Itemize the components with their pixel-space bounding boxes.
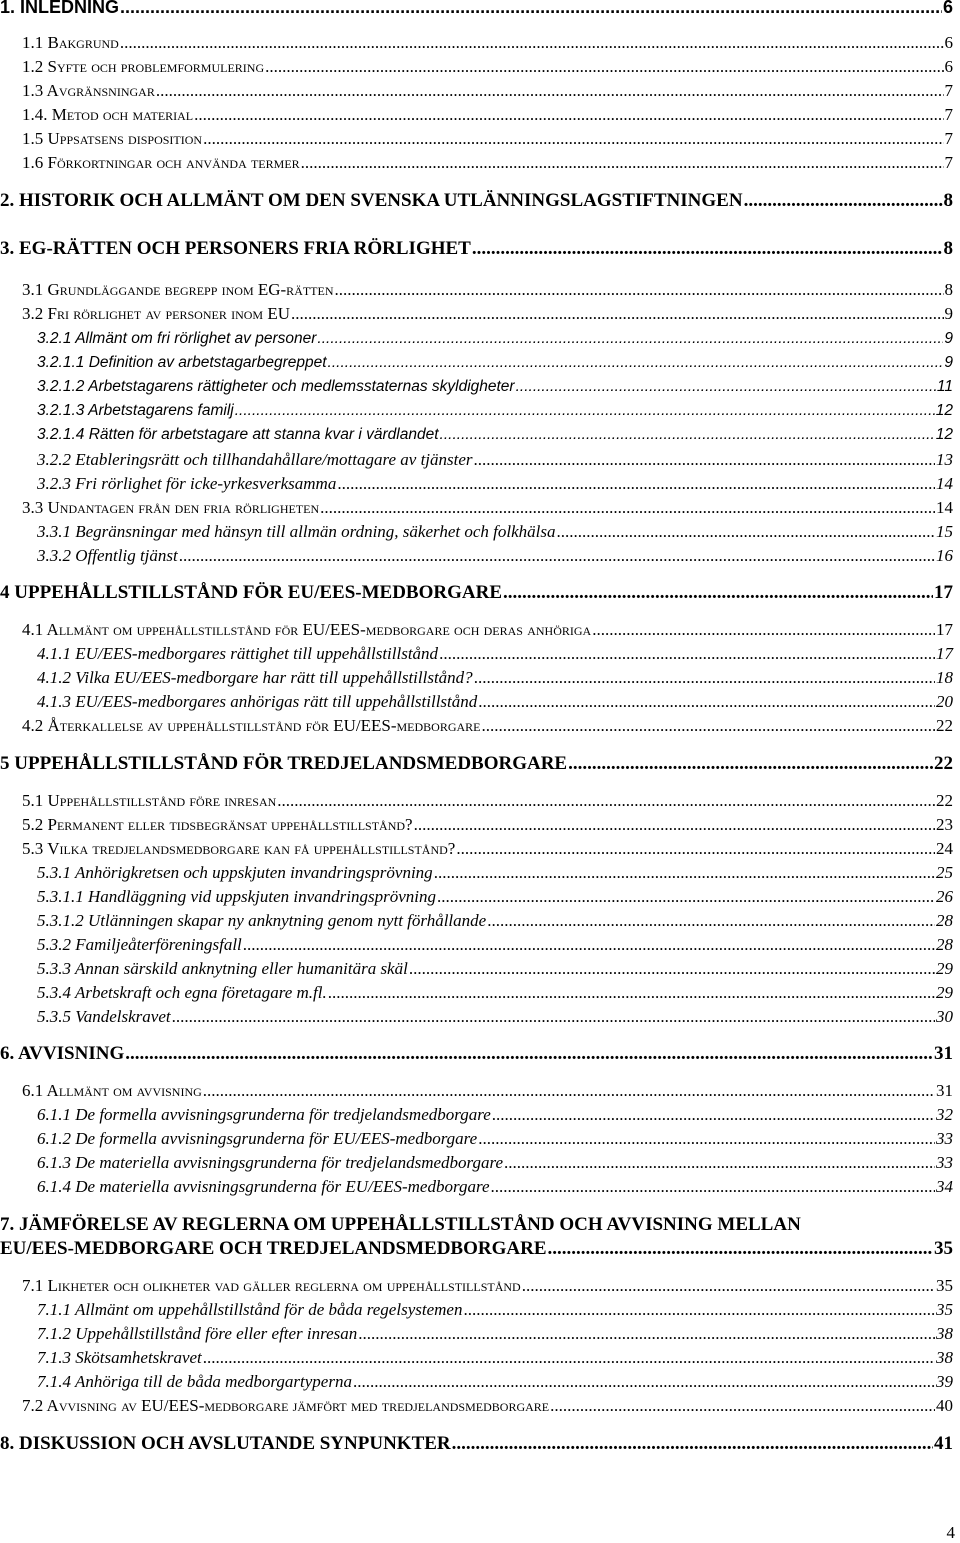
toc-entry[interactable] xyxy=(0,190,953,212)
leader-dots xyxy=(243,935,935,955)
toc-entry[interactable] xyxy=(37,1105,953,1125)
leader-dots xyxy=(265,57,943,77)
toc-label: 1.3 Avgränsningar xyxy=(22,81,155,100)
toc-label: 6.1.3 De materiella avvisningsgrunderna för tredjelandsmedborgare xyxy=(37,1153,504,1172)
toc-page: 24 xyxy=(936,839,953,858)
toc-entry[interactable] xyxy=(37,692,953,712)
toc-label: 7.1 Likheter och olikheter vad gäller reglerna om uppehållstillstånd xyxy=(22,1276,521,1295)
leader-dots xyxy=(320,498,935,518)
leader-dots xyxy=(478,692,935,712)
toc-label: 1.1 Bakgrund xyxy=(22,33,119,52)
toc-page: 17 xyxy=(934,582,953,603)
toc-entry[interactable] xyxy=(37,863,953,883)
leader-dots xyxy=(434,863,935,883)
leader-dots xyxy=(550,1396,935,1416)
toc-label: 7.1.1 Allmänt om uppehållstillstånd för de båda regelsystemen xyxy=(37,1300,463,1319)
leader-dots xyxy=(522,1276,935,1296)
toc-label: 6. AVVISNING xyxy=(0,1043,125,1064)
leader-dots xyxy=(592,620,935,640)
toc-page: 26 xyxy=(936,887,953,906)
toc-page: 35 xyxy=(934,1238,953,1259)
leader-dots xyxy=(203,129,943,149)
toc-label: 5.3.1.2 Utlänningen skapar ny anknytning genom nytt förhållande xyxy=(37,911,487,930)
toc-entry[interactable] xyxy=(0,582,953,604)
toc-entry[interactable] xyxy=(37,1324,953,1344)
toc-label: 5.2 Permanent eller tidsbegränsat uppehållstillstånd? xyxy=(22,815,413,834)
toc-entry[interactable] xyxy=(22,839,953,859)
toc-label: 3.2.1.3 Arbetstagarens familj xyxy=(37,402,234,419)
toc-entry[interactable] xyxy=(22,716,953,736)
leader-dots xyxy=(456,839,935,859)
toc-page: 28 xyxy=(936,911,953,930)
toc-page: 9 xyxy=(944,330,953,347)
toc-label: 3. EG-RÄTTEN OCH PERSONERS FRIA RÖRLIGHET xyxy=(0,238,471,259)
toc-label: 2. HISTORIK OCH ALLMÄNT OM DEN SVENSKA UTLÄNNINGSLAGSTIFTNINGEN xyxy=(0,190,743,211)
toc-entry[interactable] xyxy=(0,1238,953,1260)
toc-page: 17 xyxy=(936,644,953,663)
toc-entry[interactable] xyxy=(37,378,953,396)
toc-page: 33 xyxy=(936,1129,953,1148)
toc-entry[interactable] xyxy=(37,354,953,372)
toc-label: 3.3 Undantagen från den fria rörligheten xyxy=(22,498,320,517)
toc-page: 38 xyxy=(936,1348,953,1367)
toc-entry[interactable] xyxy=(22,81,953,101)
toc-label: 5 UPPEHÅLLSTILLSTÅND FÖR TREDJELANDSMEDBORGARE xyxy=(0,753,568,774)
toc-label: 1.5 Uppsatsens disposition xyxy=(22,129,203,148)
toc-entry[interactable] xyxy=(0,0,953,18)
toc-label: 4.1.2 Vilka EU/EES-medborgare har rätt till uppehållstillstånd? xyxy=(37,668,473,687)
toc-page: 8 xyxy=(943,238,953,259)
toc-entry[interactable] xyxy=(37,1372,953,1392)
toc-label: 1.6 Förkortningar och använda termer xyxy=(22,153,300,172)
toc-entry[interactable] xyxy=(37,644,953,664)
toc-entry[interactable] xyxy=(22,105,953,125)
toc-label: 3.3.2 Offentlig tjänst xyxy=(37,546,178,565)
toc-page: 41 xyxy=(934,1433,953,1454)
toc-label: 8. DISKUSSION OCH AVSLUTANDE SYNPUNKTER xyxy=(0,1433,451,1454)
leader-dots xyxy=(452,1433,933,1455)
toc-label: 3.2.3 Fri rörlighet för icke-yrkesverksamma xyxy=(37,474,337,493)
toc-page: 11 xyxy=(936,378,953,395)
leader-dots xyxy=(482,716,936,736)
toc-page: 8 xyxy=(943,190,953,211)
toc-label: 7.1.3 Skötsamhetskravet xyxy=(37,1348,202,1367)
toc-page: 8 xyxy=(944,280,953,299)
leader-dots xyxy=(317,330,943,348)
leader-dots xyxy=(440,426,935,444)
toc-label: 5.3.1 Anhörigkretsen och uppskjuten invandringsprövning xyxy=(37,863,433,882)
toc-page: 13 xyxy=(936,450,953,469)
leader-dots xyxy=(235,402,935,420)
toc-label: 1. INLEDNING xyxy=(0,0,120,17)
toc-label: 3.1 Grundläggande begrepp inom EG-rätten xyxy=(22,280,334,299)
toc-label: 3.2.1.4 Rätten för arbetstagare att stanna kvar i värdlandet xyxy=(37,426,439,443)
toc-page: 17 xyxy=(936,620,953,639)
toc-entry[interactable] xyxy=(37,546,953,566)
toc-page: 14 xyxy=(936,498,953,517)
toc-label: 6.1.1 De formella avvisningsgrunderna för tredjelandsmedborgare xyxy=(37,1105,491,1124)
toc-page: 23 xyxy=(936,815,953,834)
toc-page: 18 xyxy=(936,668,953,687)
toc-entry[interactable] xyxy=(22,33,953,53)
toc-label: 4 UPPEHÅLLSTILLSTÅND FÖR EU/EES-MEDBORGARE xyxy=(0,582,502,603)
leader-dots xyxy=(337,474,935,494)
toc-entry[interactable] xyxy=(37,426,953,444)
toc-entry[interactable] xyxy=(37,1177,953,1197)
toc-label: 5.3.3 Annan särskild anknytning eller humanitära skäl xyxy=(37,959,408,978)
leader-dots xyxy=(437,887,935,907)
leader-dots xyxy=(277,791,935,811)
toc-page: 7 xyxy=(944,105,953,124)
leader-dots xyxy=(474,450,935,470)
toc-entry-title-line[interactable]: 7. JÄMFÖRELSE AV REGLERNA OM UPPEHÅLLSTILLSTÅND OCH AVVISNING MELLAN xyxy=(0,1214,801,1235)
toc-page: 30 xyxy=(936,1007,953,1026)
leader-dots xyxy=(120,0,942,18)
toc-entry[interactable] xyxy=(22,1081,953,1101)
toc-label: 5.1 Uppehållstillstånd före inresan xyxy=(22,791,277,810)
toc-page: 6 xyxy=(944,33,953,52)
leader-dots xyxy=(328,354,944,372)
toc-entry[interactable] xyxy=(37,887,953,907)
toc-entry[interactable] xyxy=(22,1276,953,1296)
toc-entry[interactable] xyxy=(22,498,953,518)
toc-entry[interactable] xyxy=(0,1043,953,1065)
leader-dots xyxy=(328,983,935,1003)
leader-dots xyxy=(358,1324,935,1344)
toc-page: 35 xyxy=(936,1276,953,1295)
leader-dots xyxy=(503,582,933,604)
toc-label: 3.2.2 Etableringsrätt och tillhandahållare/mottagare av tjänster xyxy=(37,450,473,469)
toc-entry[interactable] xyxy=(0,1433,953,1455)
toc-label: 5.3.2 Familjeåterföreningsfall xyxy=(37,935,242,954)
leader-dots xyxy=(487,911,935,931)
toc-label: 3.2 Fri rörlighet av personer inom EU xyxy=(22,304,290,323)
toc-page: 33 xyxy=(936,1153,953,1172)
leader-dots xyxy=(439,644,935,664)
leader-dots xyxy=(744,190,943,212)
toc-page: 22 xyxy=(936,716,953,735)
leader-dots xyxy=(548,1238,933,1260)
leader-dots xyxy=(156,81,944,101)
toc-label: 4.1.3 EU/EES-medborgares anhörigas rätt till uppehållstillstånd xyxy=(37,692,478,711)
toc-page: 25 xyxy=(936,863,953,882)
leader-dots xyxy=(472,238,943,260)
leader-dots xyxy=(179,546,935,566)
page-number: 4 xyxy=(946,1523,955,1542)
leader-dots xyxy=(504,1153,935,1173)
toc-page: 9 xyxy=(944,304,953,323)
toc-entry[interactable] xyxy=(37,935,953,955)
toc-entry[interactable] xyxy=(22,791,953,811)
toc-entry[interactable] xyxy=(37,330,953,348)
toc-label: EU/EES-MEDBORGARE OCH TREDJELANDSMEDBORGARE xyxy=(0,1238,547,1259)
toc-label: 5.3.1.1 Handläggning vid uppskjuten invandringsprövning xyxy=(37,887,437,906)
toc-page: 38 xyxy=(936,1324,953,1343)
leader-dots xyxy=(353,1372,935,1392)
toc-page: 7 xyxy=(944,81,953,100)
toc-entry[interactable] xyxy=(0,753,953,775)
toc-label: 7.1.4 Anhöriga till de båda medborgartyperna xyxy=(37,1372,352,1391)
toc-page: 31 xyxy=(936,1081,953,1100)
toc-label: 3.3.1 Begränsningar med hänsyn till allmän ordning, säkerhet och folkhälsa xyxy=(37,522,556,541)
leader-dots xyxy=(194,105,943,125)
toc-page: 35 xyxy=(936,1300,953,1319)
toc-entry[interactable] xyxy=(22,815,953,835)
toc-entry[interactable] xyxy=(37,1007,953,1027)
toc-entry[interactable] xyxy=(22,620,953,640)
leader-dots xyxy=(490,1177,935,1197)
leader-dots xyxy=(120,33,944,53)
toc-page: 22 xyxy=(936,791,953,810)
toc-label: 1.2 Syfte och problemformulering xyxy=(22,57,265,76)
leader-dots xyxy=(463,1300,935,1320)
toc-entry[interactable] xyxy=(22,153,953,173)
toc-entry[interactable] xyxy=(22,304,953,324)
toc-label: 4.2 Återkallelse av uppehållstillstånd för EU/EES-medborgare xyxy=(22,716,481,735)
toc-page: 29 xyxy=(936,959,953,978)
toc-label: 3.2.1.1 Definition av arbetstagarbegreppet xyxy=(37,354,327,371)
toc-label: 3.2.1.2 Arbetstagarens rättigheter och medlemsstaternas skyldigheter xyxy=(37,378,515,395)
leader-dots xyxy=(409,959,935,979)
toc-page: 12 xyxy=(935,402,953,419)
toc-entry[interactable] xyxy=(37,668,953,688)
leader-dots xyxy=(125,1043,933,1065)
toc-page: 29 xyxy=(936,983,953,1002)
toc-entry[interactable] xyxy=(37,1300,953,1320)
toc-entry[interactable] xyxy=(37,474,953,494)
toc-entry[interactable] xyxy=(22,129,953,149)
toc-entry[interactable] xyxy=(37,1348,953,1368)
leader-dots xyxy=(474,668,935,688)
leader-dots xyxy=(203,1081,935,1101)
toc-entry[interactable] xyxy=(37,1129,953,1149)
toc-page: 16 xyxy=(936,546,953,565)
toc-page: 9 xyxy=(944,354,953,371)
toc-page: 6 xyxy=(942,0,953,17)
toc-page: 22 xyxy=(934,753,953,774)
toc-entry[interactable] xyxy=(0,238,953,260)
toc-entry[interactable] xyxy=(22,57,953,77)
toc-entry[interactable] xyxy=(37,402,953,420)
toc-label: 4.1.1 EU/EES-medborgares rättighet till uppehållstillstånd xyxy=(37,644,439,663)
toc-page: 31 xyxy=(934,1043,953,1064)
leader-dots xyxy=(203,1348,935,1368)
leader-dots xyxy=(492,1105,935,1125)
toc-label: 5.3 Vilka tredjelandsmedborgare kan få uppehållstillstånd? xyxy=(22,839,456,858)
toc-label: 5.3.4 Arbetskraft och egna företagare m.fl. xyxy=(37,983,327,1002)
toc-page: 6 xyxy=(944,57,953,76)
toc-entry[interactable] xyxy=(37,911,953,931)
leader-dots xyxy=(516,378,936,396)
toc-label: 3.2.1 Allmänt om fri rörlighet av personer xyxy=(37,330,317,347)
toc-entry[interactable] xyxy=(37,450,953,470)
toc-label: 7.1.2 Uppehållstillstånd före eller efter inresan xyxy=(37,1324,358,1343)
leader-dots xyxy=(556,522,935,542)
toc-entry[interactable] xyxy=(22,280,953,300)
toc-label: 5.3.5 Vandelskravet xyxy=(37,1007,171,1026)
toc-entry[interactable] xyxy=(37,959,953,979)
toc-label: 7.2 Avvisning av EU/EES-medborgare jämfört med tredjelandsmedborgare xyxy=(22,1396,550,1415)
toc-entry[interactable] xyxy=(22,1396,953,1416)
toc-page: 28 xyxy=(936,935,953,954)
leader-dots xyxy=(414,815,935,835)
toc-label: 6.1.4 De materiella avvisningsgrunderna för EU/EES-medborgare xyxy=(37,1177,490,1196)
toc-entry[interactable] xyxy=(37,522,953,542)
leader-dots xyxy=(478,1129,935,1149)
toc-entry[interactable] xyxy=(37,983,953,1003)
toc-page: 7 xyxy=(944,153,953,172)
leader-dots xyxy=(172,1007,935,1027)
leader-dots xyxy=(335,280,944,300)
toc-entry[interactable] xyxy=(37,1153,953,1173)
toc-page: 7 xyxy=(944,129,953,148)
toc-label: 4.1 Allmänt om uppehållstillstånd för EU/EES-medborgare och deras anhöriga xyxy=(22,620,592,639)
toc-page: 14 xyxy=(936,474,953,493)
toc-page: 39 xyxy=(936,1372,953,1391)
toc-label: 1.4. Metod och material xyxy=(22,105,194,124)
toc-page: 20 xyxy=(936,692,953,711)
toc-page: 32 xyxy=(936,1105,953,1124)
leader-dots xyxy=(568,753,933,775)
leader-dots xyxy=(301,153,944,173)
toc-page: 40 xyxy=(936,1396,953,1415)
toc-label: 6.1 Allmänt om avvisning xyxy=(22,1081,202,1100)
toc-page: 15 xyxy=(936,522,953,541)
leader-dots xyxy=(291,304,944,324)
toc-page: 12 xyxy=(935,426,953,443)
toc-label: 6.1.2 De formella avvisningsgrunderna för EU/EES-medborgare xyxy=(37,1129,478,1148)
toc-page: 34 xyxy=(936,1177,953,1196)
